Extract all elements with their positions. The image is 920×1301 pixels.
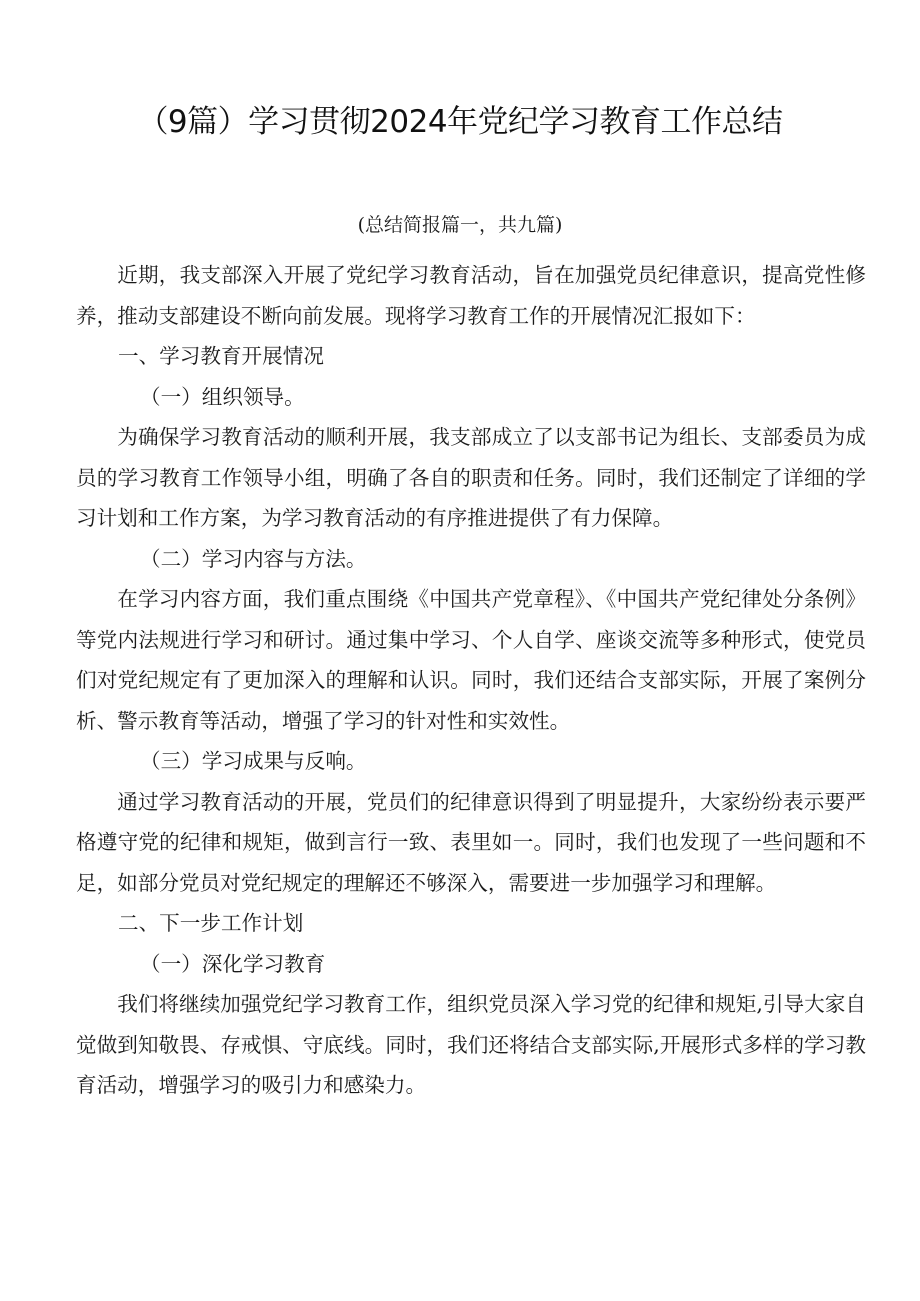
document-title: （9篇）学习贯彻2024年党纪学习教育工作总结: [137, 104, 783, 140]
document-subtitle: (总结简报篇一，共九篇): [357, 214, 563, 236]
subsection-heading: （三）学习成果与反响。: [140, 749, 367, 773]
paragraph: 通过学习教育活动的开展，党员们的纪律意识得到了明显提升，大家纷纷表示要严格遵守党的纪律和规矩，做到言行一致、表里如一。同时，我们也发现了一些问题和不足，如部分党员对党纪规定的理解还不够深入，需要进一步加强学习和理解。: [76, 789, 866, 895]
paragraph: 在学习内容方面，我们重点围绕《中国共产党章程》、《中国共产党纪律处分条例》等党内法规进行学习和研讨。通过集中学习、个人自学、座谈交流等多种形式，使党员们对党纪规定有了更加深入的理解和认识。同时，我们还结合支部实际，开展了案例分析、警示教育等活动，增强了学习的针对性和实效性。: [76, 587, 866, 733]
document-body: [76, 255, 866, 1106]
paragraph: 近期，我支部深入开展了党纪学习教育活动，旨在加强党员纪律意识，提高党性修养，推动支部建设不断向前发展。现将学习教育工作的开展情况汇报如下：: [76, 263, 866, 328]
section-heading: 二、下一步工作计划: [118, 911, 304, 935]
subsection-heading: （一）深化学习教育: [140, 951, 326, 976]
paragraph: 我们将继续加强党纪学习教育工作，组织党员深入学习党的纪律和规矩,引导大家自觉做到知敬畏、存戒惧、守底线。同时，我们还将结合支部实际,开展形式多样的学习教育活动，增强学习的吸引力和感染力。: [76, 992, 866, 1097]
section-heading: 一、学习教育开展情况: [118, 344, 324, 368]
paragraph: 为确保学习教育活动的顺利开展，我支部成立了以支部书记为组长、支部委员为成员的学习教育工作领导小组，明确了各自的职责和任务。同时，我们还制定了详细的学习计划和工作方案，为学习教育活动的有序推进提供了有力保障。: [76, 425, 866, 530]
subsection-heading: （二）学习内容与方法。: [140, 546, 367, 571]
subsection-heading: （一）组织领导。: [140, 384, 305, 409]
